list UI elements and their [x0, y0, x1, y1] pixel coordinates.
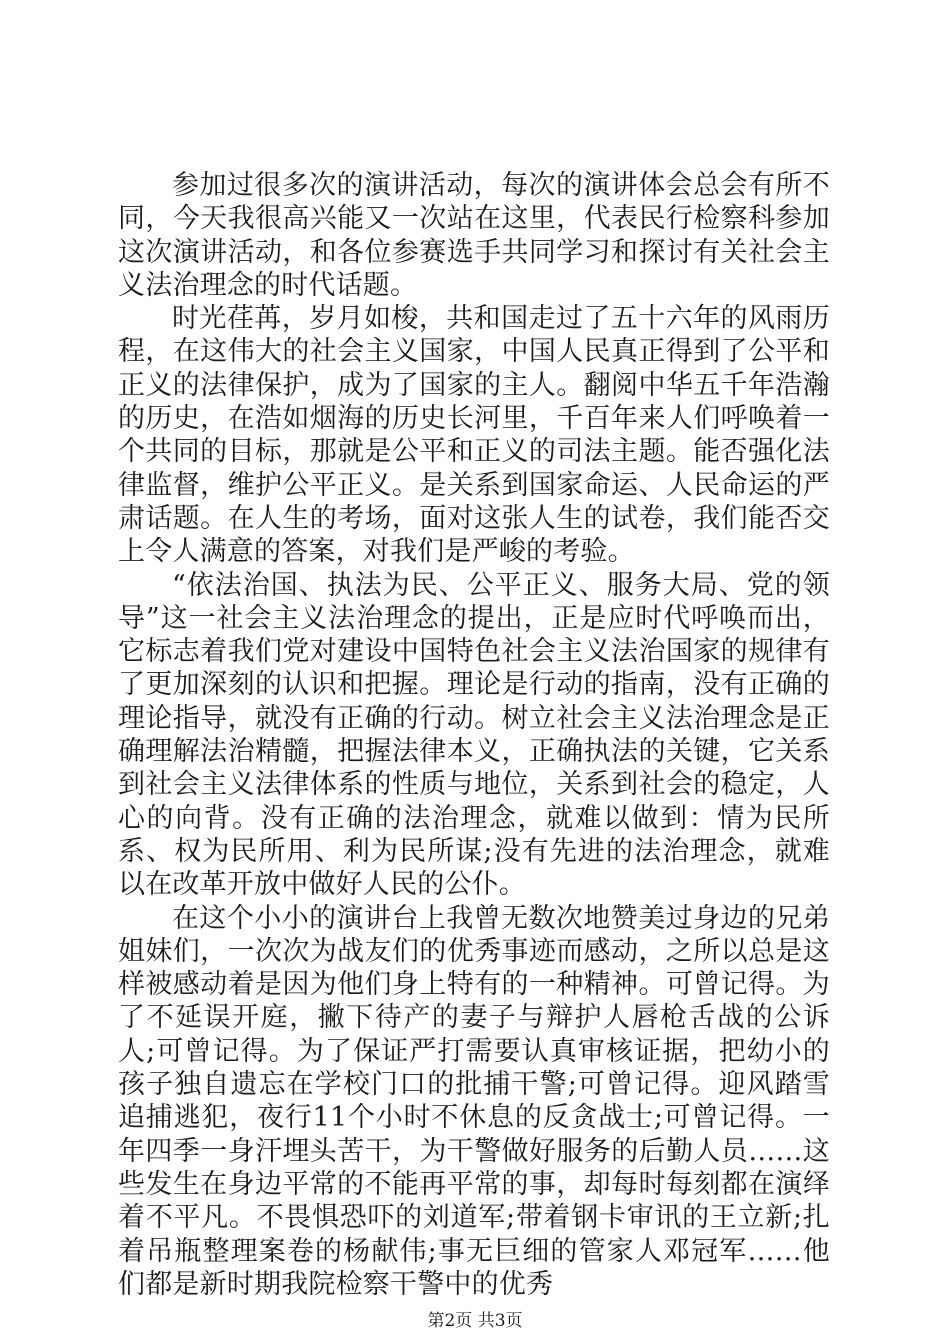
paragraph: “依法治国、执法为民、公平正义、服务大局、党的领导”这一社会主义法治理念的提出，正是应时代呼唤而出，它标志着我们党对建设中国特色社会主义法治国家的规律有了更加深刻的认识和把握。理论是行动的指南，没有正确的理论指导，就没有正确的行动。树立社会主义法治理念是正确理解法治精髓，把握法律本义，正确执法的关键，它关系到社会主义法律体系的性质与地位，关系到社会的稳定，人心的向背。没有正确的法治理念，就难以做到：情为民所系、权为民所用、利为民所谋;没有先进的法治理念，就难以在改革开放中做好人民的公仆。	[118, 569, 830, 901]
body-text	[118, 169, 830, 1301]
page-number: 第2页 共3页	[427, 1311, 523, 1331]
paragraph: 时光荏苒，岁月如梭，共和国走过了五十六年的风雨历程，在这伟大的社会主义国家，中国人民真正得到了公平和正义的法律保护，成为了国家的主人。翻阅中华五千年浩瀚的历史，在浩如烟海的历史长河里，千百年来人们呼唤着一个共同的目标，那就是公平和正义的司法主题。能否强化法律监督，维护公平正义。是关系到国家命运、人民命运的严肃话题。在人生的考场，面对这张人生的试卷，我们能否交上令人满意的答案，对我们是严峻的考验。	[118, 303, 830, 568]
paragraph: 参加过很多次的演讲活动，每次的演讲体会总会有所不同，今天我很高兴能又一次站在这里，代表民行检察科参加这次演讲活动，和各位参赛选手共同学习和探讨有关社会主义法治理念的时代话题。	[118, 170, 830, 301]
paragraph: 在这个小小的演讲台上我曾无数次地赞美过身边的兄弟姐妹们，一次次为战友们的优秀事迹而感动，之所以总是这样被感动着是因为他们身上特有的一种精神。可曾记得。为了不延误开庭，撇下待产的妻子与辩护人唇枪舌战的公诉人;可曾记得。为了保证严打需要认真审核证据，把幼小的孩子独自遗忘在学校门口的批捕干警;可曾记得。迎风踏雪追捕逃犯，夜行11个小时不休息的反贪战士;可曾记得。一年四季一身汗埋头苦干，为干警做好服务的后勤人员……这些发生在身边平常的不能再平常的事，却每时每刻都在演绎着不平凡。不畏惧恐吓的刘道军;带着钢卡审讯的王立新;扎着吊瓶整理案卷的杨献伟;事无巨细的管家人邓冠军……他们都是新时期我院检察干警中的优秀	[118, 902, 830, 1300]
